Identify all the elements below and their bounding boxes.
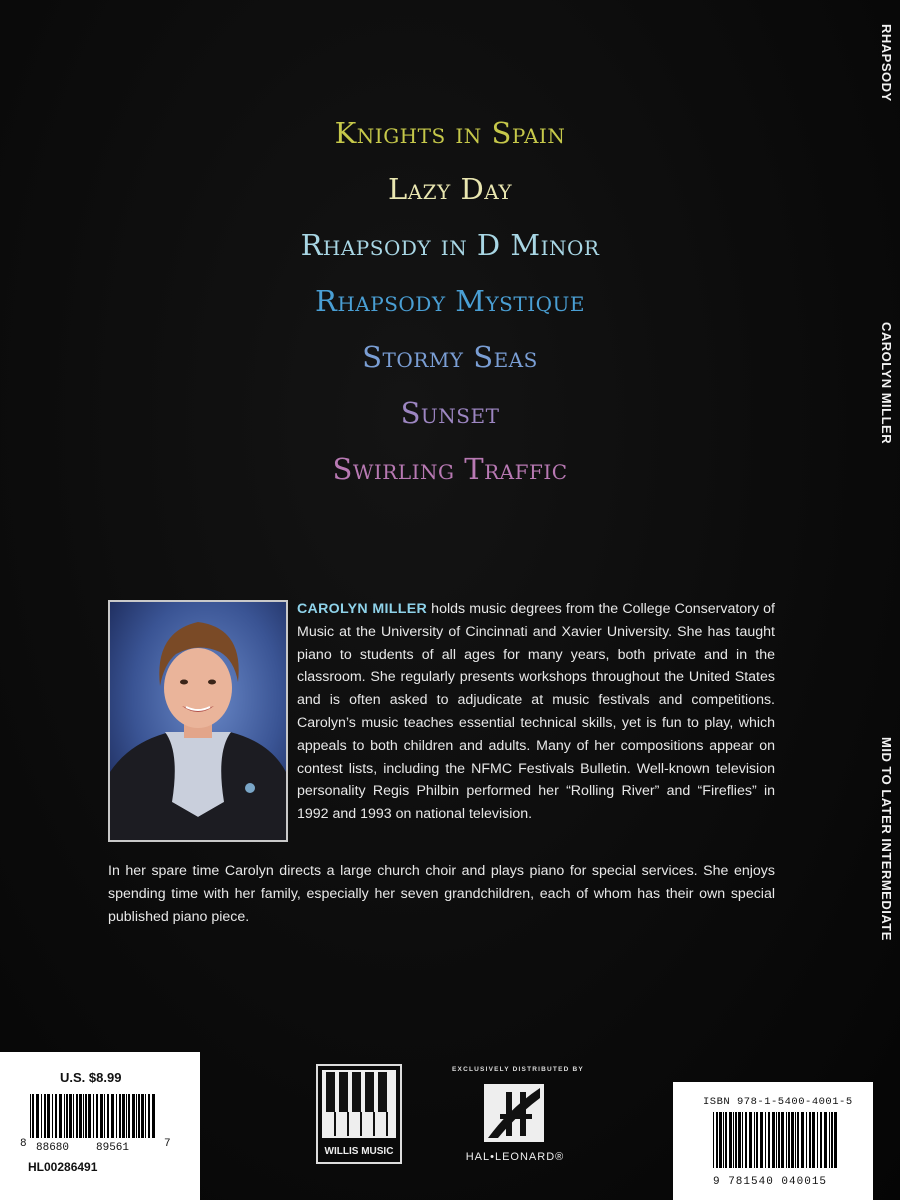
bio-paragraph-2: In her spare time Carolyn directs a large church choir and plays piano for special services. She enjoys spending time with her family, especially her seven grandchildren, each of whom has their own special published piano piece. — [108, 863, 775, 925]
barcode-bar — [765, 1112, 766, 1168]
upc-digits-group-2: 89561 — [96, 1142, 130, 1154]
upc-barcode — [30, 1094, 160, 1144]
barcode-bar — [768, 1112, 770, 1168]
upc-digit-right: 7 — [164, 1138, 171, 1150]
barcode-bar — [738, 1112, 741, 1168]
piece-title: Rhapsody in D Minor — [300, 228, 600, 262]
barcode-bar — [132, 1094, 135, 1138]
barcode-bar — [776, 1112, 777, 1168]
barcode-bar — [83, 1094, 84, 1138]
barcode-bar — [735, 1112, 737, 1168]
barcode-bar — [104, 1094, 105, 1138]
barcode-bar — [111, 1094, 114, 1138]
barcode-bar — [801, 1112, 804, 1168]
barcode-bar — [141, 1094, 144, 1138]
barcode-bar — [829, 1112, 830, 1168]
barcode-bar — [100, 1094, 103, 1138]
barcode-bar — [806, 1112, 807, 1168]
price-label: U.S. $8.99 — [60, 1070, 122, 1085]
barcode-bar — [145, 1094, 146, 1138]
barcode-bar — [138, 1094, 140, 1138]
barcode-bar — [126, 1094, 127, 1138]
barcode-bar — [725, 1112, 727, 1168]
barcode-bar — [745, 1112, 747, 1168]
spine-title: RHAPSODY — [879, 24, 894, 102]
barcode-bar — [791, 1112, 794, 1168]
barcode-bar — [795, 1112, 796, 1168]
isbn-label: ISBN 978-1-5400-4001-5 — [703, 1096, 853, 1108]
barcode-bar — [32, 1094, 34, 1138]
barcode-bar — [754, 1112, 755, 1168]
piece-title: Sunset — [400, 396, 500, 430]
barcode-bar — [36, 1094, 39, 1138]
piece-title-list — [0, 108, 900, 500]
barcode-bar — [723, 1112, 724, 1168]
piece-title: Swirling Traffic — [332, 452, 568, 486]
barcode-bar — [59, 1094, 62, 1138]
barcode-bar — [66, 1094, 68, 1138]
isbn-barcode-box — [673, 1082, 873, 1200]
barcode-bar — [107, 1094, 109, 1138]
upc-digits-group-1: 88680 — [36, 1142, 70, 1154]
barcode-bar — [778, 1112, 780, 1168]
piece-title: Knights in Spain — [334, 116, 566, 150]
barcode-bar — [52, 1094, 53, 1138]
barcode-bar — [749, 1112, 752, 1168]
spine-author: CAROLYN MILLER — [879, 322, 894, 445]
barcode-bar — [152, 1094, 155, 1138]
barcode-bar — [136, 1094, 137, 1138]
barcode-bar — [742, 1112, 743, 1168]
isbn-digits: 9 781540 040015 — [713, 1176, 828, 1188]
piece-title: Lazy Day — [387, 172, 513, 206]
barcode-bar — [79, 1094, 82, 1138]
barcode-bar — [831, 1112, 833, 1168]
spine-level: MID TO LATER INTERMEDIATE — [879, 737, 894, 941]
barcode-bar — [756, 1112, 758, 1168]
author-name: CAROLYN MILLER — [297, 601, 428, 617]
barcode-bar — [88, 1094, 91, 1138]
barcode-bar — [122, 1094, 125, 1138]
barcode-bar — [729, 1112, 732, 1168]
barcode-bar — [93, 1094, 94, 1138]
barcode-bar — [713, 1112, 714, 1168]
price-barcode-box — [0, 1052, 200, 1200]
barcode-bar — [812, 1112, 815, 1168]
barcode-bar — [69, 1094, 72, 1138]
hal-leonard-text: HAL•LEONARD® — [465, 1151, 565, 1163]
barcode-bar — [834, 1112, 837, 1168]
barcode-bar — [73, 1094, 74, 1138]
barcode-bar — [148, 1094, 150, 1138]
isbn-barcode — [713, 1112, 843, 1170]
barcode-bar — [116, 1094, 117, 1138]
barcode-bar — [85, 1094, 87, 1138]
barcode-bar — [809, 1112, 811, 1168]
barcode-bar — [128, 1094, 130, 1138]
product-code: HL00286491 — [28, 1160, 98, 1174]
barcode-bar — [797, 1112, 799, 1168]
author-bio — [297, 598, 775, 826]
piece-title: Stormy Seas — [362, 340, 538, 374]
barcode-bar — [64, 1094, 65, 1138]
willis-music-logo — [316, 1064, 402, 1164]
barcode-bar — [781, 1112, 784, 1168]
barcode-bar — [30, 1094, 31, 1138]
hal-leonard-logo — [440, 1078, 590, 1168]
upc-digit-left: 8 — [20, 1138, 27, 1150]
barcode-bar — [772, 1112, 775, 1168]
barcode-bar — [55, 1094, 57, 1138]
barcode-bar — [788, 1112, 790, 1168]
barcode-bar — [817, 1112, 818, 1168]
barcode-bar — [96, 1094, 98, 1138]
barcode-bar — [820, 1112, 822, 1168]
barcode-bar — [733, 1112, 734, 1168]
barcode-bar — [47, 1094, 50, 1138]
barcode-bar — [824, 1112, 827, 1168]
barcode-bar — [760, 1112, 763, 1168]
author-photo — [108, 600, 288, 842]
barcode-bar — [76, 1094, 78, 1138]
bio-paragraph-1: holds music degrees from the College Conservatory of Music at the University of Cincinnati and Xavier University. She has taught piano to students of all ages for many years, both private and in the classroom. She regularly presents workshops throughout the United States and is often asked to adjudicate at music festivals and competitions. Carolyn’s music teaches essential technical skills, yet is fun to play, which appeals to both children and adults. Many of her compositions appear on contest lists, including the NFMC Festivals Bulletin. Well-known television personality Regis Philbin performed her “Rolling River” and “Fireflies” in 1992 and 1993 on national television. — [297, 601, 775, 823]
barcode-bar — [41, 1094, 42, 1138]
willis-logo-text: WILLIS MUSIC — [324, 1146, 394, 1157]
barcode-bar — [44, 1094, 46, 1138]
barcode-bar — [786, 1112, 787, 1168]
barcode-bar — [716, 1112, 718, 1168]
barcode-bar — [719, 1112, 722, 1168]
distributed-by-label: EXCLUSIVELY DISTRIBUTED BY — [452, 1066, 584, 1073]
barcode-bar — [119, 1094, 121, 1138]
piece-title: Rhapsody Mystique — [315, 284, 585, 318]
